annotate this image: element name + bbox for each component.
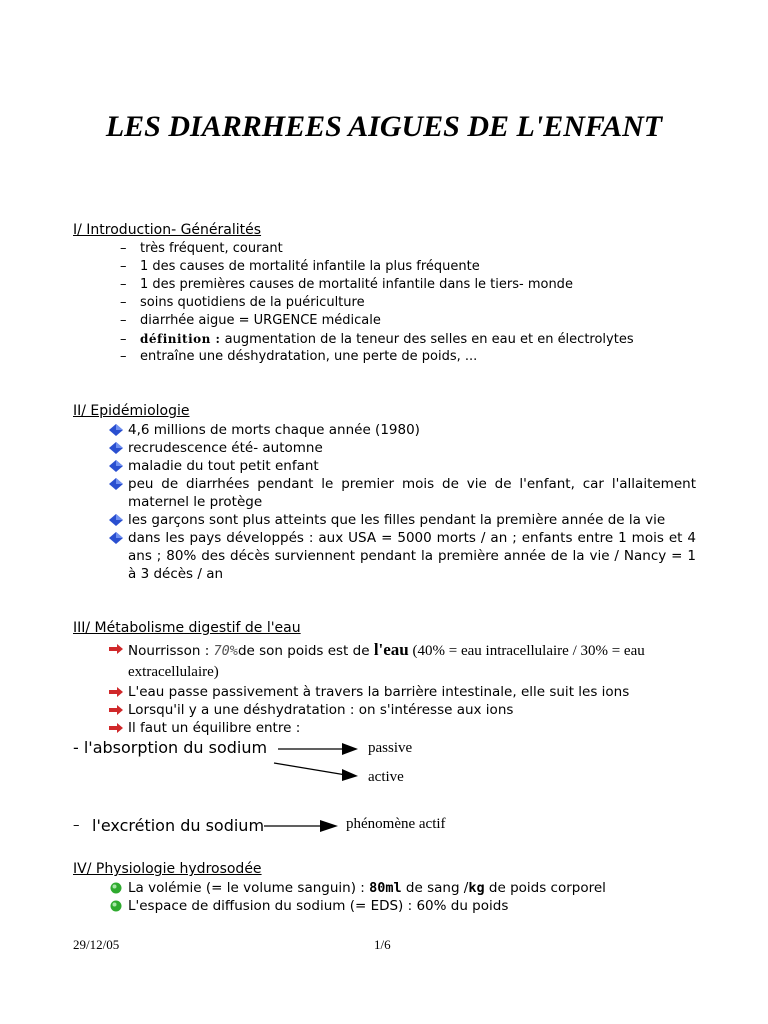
diamond-bullet-icon xyxy=(108,459,124,473)
absorption-arrows xyxy=(270,738,365,786)
list-item: – très fréquent, courant xyxy=(120,241,283,256)
water-word: l'eau xyxy=(373,640,409,659)
phenomene-label: phénomène actif xyxy=(346,816,446,832)
list-item: L'eau passe passivement à travers la barrière intestinale, elle suit les ions xyxy=(108,683,696,701)
excretion-label: l'excrétion du sodium xyxy=(92,816,265,835)
volemie-unit: kg xyxy=(468,880,485,896)
circle-bullet-icon xyxy=(108,881,124,895)
section-heading-metabolisme: III/ Métabolisme digestif de l'eau xyxy=(73,620,301,636)
section-heading-physiologie: IV/ Physiologie hydrosodée xyxy=(73,861,262,877)
list-item: – 1 des causes de mortalité infantile la plus fréquente xyxy=(120,259,480,274)
arrow-bullet-icon xyxy=(108,685,124,699)
passive-label: passive xyxy=(368,740,413,756)
introduction-list xyxy=(120,240,634,366)
list-item: – entraîne une déshydratation, une perte de poids, ... xyxy=(120,349,478,364)
list-item: les garçons sont plus atteints que les filles pendant la première année de la vie xyxy=(108,511,696,529)
list-item: L'espace de diffusion du sodium (= EDS) : 60% du poids xyxy=(108,897,696,915)
list-item: 4,6 millions de morts chaque année (1980) xyxy=(108,421,696,439)
footer-page-number: 1/6 xyxy=(374,937,391,952)
definition-label: définition : xyxy=(140,332,221,346)
arrow-bullet-icon xyxy=(108,721,124,735)
diamond-bullet-icon xyxy=(108,531,124,545)
list-item: Il faut un équilibre entre : xyxy=(108,719,696,737)
excretion-arrow xyxy=(262,816,342,836)
active-label: active xyxy=(368,769,404,785)
list-item: – 1 des premières causes de mortalité infantile dans le tiers- monde xyxy=(120,277,573,292)
excretion-dash: – xyxy=(73,818,80,833)
diamond-bullet-icon xyxy=(108,423,124,437)
list-item-nourrisson: Nourrisson : 70%de son poids est de l'eau (40% = eau intracellulaire / 30% = eau xyxy=(108,640,696,661)
footer-date: 29/12/05 xyxy=(73,937,120,952)
diamond-bullet-icon xyxy=(108,477,124,491)
section-heading-introduction: I/ Introduction- Généralités xyxy=(73,222,262,238)
page-title: LES DIARRHEES AIGUES DE L'ENFANT xyxy=(105,110,663,143)
list-item: recrudescence été- automne xyxy=(108,439,696,457)
list-item: peu de diarrhées pendant le premier mois de vie de l'enfant, car l'allaitement maternel le protège xyxy=(108,475,696,511)
arrow-bullet-icon xyxy=(108,642,124,656)
diamond-bullet-icon xyxy=(108,513,124,527)
water-percentage: 70% xyxy=(213,643,238,659)
circle-bullet-icon xyxy=(108,899,124,913)
diamond-bullet-icon xyxy=(108,441,124,455)
arrow-bullet-icon xyxy=(108,703,124,717)
list-item-definition: – définition : augmentation de la teneur des selles en eau et en électrolytes xyxy=(120,332,634,347)
list-item: – soins quotidiens de la puériculture xyxy=(120,295,365,310)
list-item: – diarrhée aigue = URGENCE médicale xyxy=(120,313,381,328)
section-heading-epidemiologie: II/ Epidémiologie xyxy=(73,403,190,419)
list-item: Lorsqu'il y a une déshydratation : on s'intéresse aux ions xyxy=(108,701,696,719)
absorption-label: - l'absorption du sodium xyxy=(73,738,268,757)
list-item-volemie: La volémie (= le volume sanguin) : 80ml de sang /kg de poids corporel xyxy=(108,879,696,897)
metabolisme-list xyxy=(108,640,696,737)
physiologie-list xyxy=(108,879,696,915)
volemie-value: 80ml xyxy=(369,880,402,896)
list-item: maladie du tout petit enfant xyxy=(108,457,696,475)
epidemiologie-list xyxy=(108,421,696,583)
list-item: dans les pays développés : aux USA = 5000 morts / an ; enfants entre 1 mois et 4 ans ; 80% des décès surviennent pendant la première année de la vie / Nancy = 1 à 3 décès / an xyxy=(108,529,696,583)
list-item-continuation: extracellulaire) xyxy=(128,664,219,680)
